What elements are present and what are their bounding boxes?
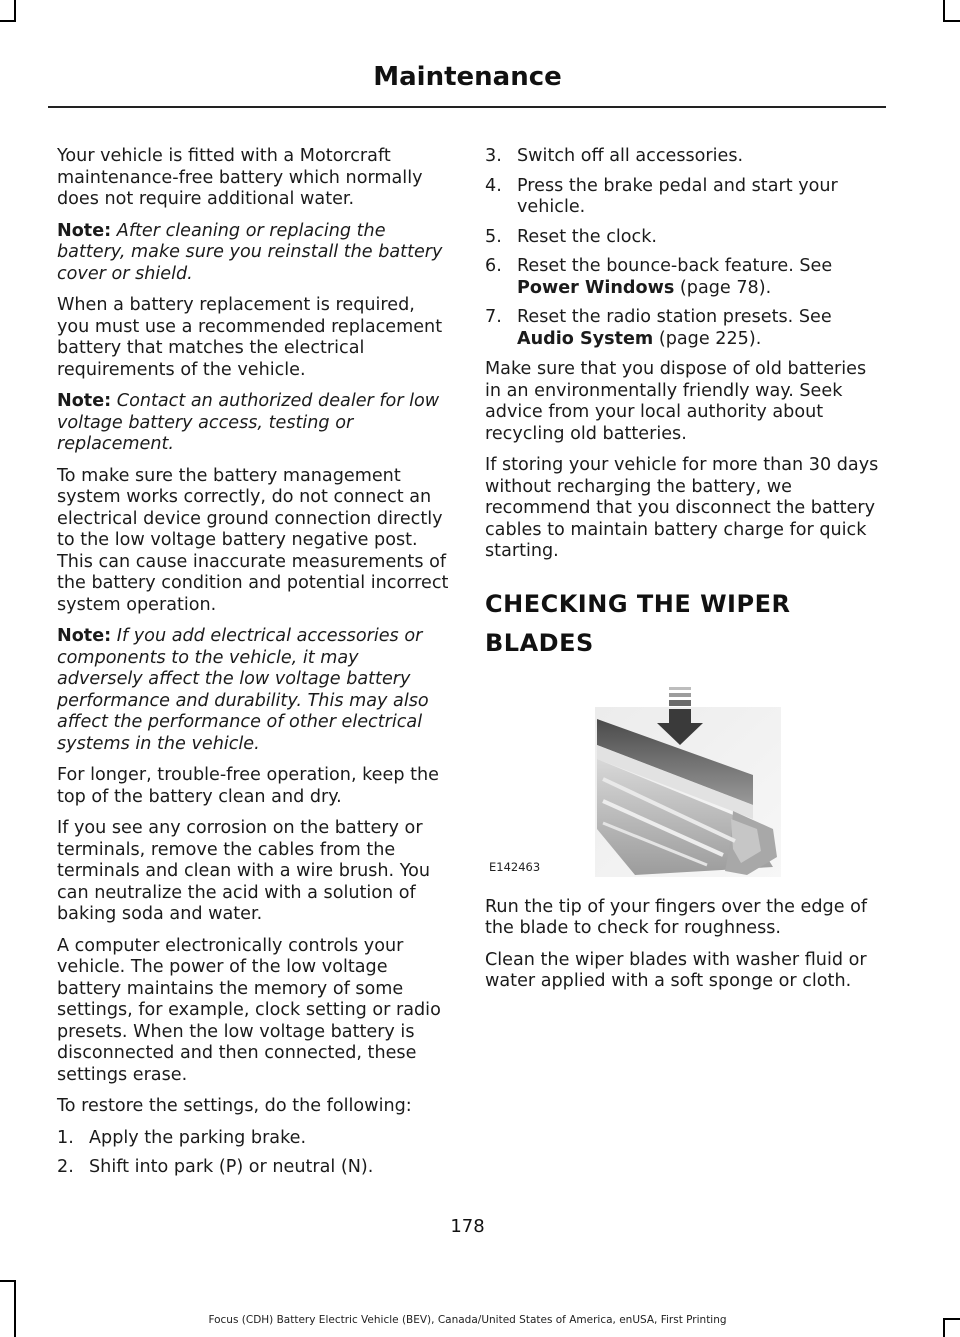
crop-mark	[943, 1318, 960, 1320]
step-text	[517, 256, 883, 299]
crop-mark	[943, 0, 945, 22]
step-text-lead: Reset the radio station presets. See	[517, 307, 832, 327]
paragraph: To make sure the battery management system works correctly, do not connect an electrical device ground connection directly to the low voltage battery negative post. This can cause inaccurate measurements of the battery condition and potential incorrect system operation.	[57, 465, 449, 615]
steps-list	[485, 146, 883, 350]
list-item	[485, 146, 883, 168]
list-item	[485, 176, 883, 219]
note-label: Note:	[57, 220, 112, 241]
page-title: Maintenance	[373, 62, 562, 92]
paragraph: Your vehicle is fitted with a Motorcraft maintenance-free battery which normally does not require additional water.	[57, 146, 423, 209]
step-text: Apply the parking brake.	[89, 1127, 307, 1148]
page-reference: (page 78).	[674, 277, 772, 298]
paragraph: To restore the settings, do the following:	[57, 1096, 412, 1116]
crop-mark	[943, 1318, 945, 1337]
left-column	[57, 146, 449, 1188]
step-text: Shift into park (P) or neutral (N).	[89, 1157, 374, 1177]
wiper-blade-illustration	[485, 679, 883, 879]
paragraph: A computer electronically controls your vehicle. The power of the low voltage battery maintains the memory of some settings, for example, clock setting or radio presets. When the low voltage battery is disconnected and then connected, these settings erase.	[57, 935, 441, 1085]
paragraph: When a battery replacement is required, you must use a recommended replacement battery that matches the electrical requirements of the vehicle.	[57, 295, 443, 380]
step-number: 1.	[57, 1127, 74, 1148]
cross-reference-link[interactable]: Power Windows	[517, 277, 675, 298]
note-text: If you add electrical accessories or components to the vehicle, it may adversely affect the low voltage battery performance and durability. This may also affect the performance of other electrical systems in the vehicle.	[57, 626, 429, 754]
note-text: After cleaning or replacing the battery, make sure you reinstall the battery cover or shield.	[57, 220, 443, 284]
crop-mark	[0, 1280, 16, 1282]
step-text-lead: Reset the bounce-back feature. See	[517, 256, 833, 276]
note	[57, 221, 449, 286]
footer-text: Focus (CDH) Battery Electric Vehicle (BEV), Canada/United States of America, enUSA, First Printing	[208, 1314, 727, 1326]
list-item	[485, 256, 883, 299]
section-heading	[485, 585, 883, 663]
list-item	[485, 307, 883, 350]
note-label: Note:	[57, 391, 112, 411]
step-number: 6.	[485, 256, 502, 276]
cross-reference-link[interactable]: Audio System	[517, 328, 654, 349]
note	[57, 626, 449, 755]
crop-mark	[0, 20, 16, 22]
paragraph: If you see any corrosion on the battery or terminals, remove the cables from the terminals and clean with a wire brush. You can neutralize the acid with a solution of baking soda and water.	[57, 818, 431, 924]
paragraph: Clean the wiper blades with washer fluid or water applied with a soft sponge or cloth.	[485, 949, 867, 991]
step-number: 2.	[57, 1157, 74, 1177]
list-item	[57, 1157, 449, 1179]
step-text	[517, 307, 883, 350]
step-number: 4.	[485, 175, 502, 196]
wiper-blade-figure	[485, 679, 883, 879]
paragraph: Make sure that you dispose of old batteries in an environmentally friendly way. Seek advice from your local authority about recycling old batteries.	[485, 359, 867, 444]
crop-mark	[943, 20, 960, 22]
step-text: Reset the clock.	[517, 226, 657, 247]
step-number: 3.	[485, 146, 502, 166]
list-item	[57, 1128, 449, 1150]
page-reference: (page 225).	[653, 328, 762, 349]
step-text: Press the brake pedal and start your vehicle.	[517, 175, 838, 217]
figure-code: E142463	[489, 859, 541, 874]
steps-list	[57, 1128, 449, 1179]
crop-mark	[14, 1280, 16, 1337]
step-number: 5.	[485, 226, 502, 247]
page-number: 178	[450, 1216, 485, 1237]
right-column	[485, 146, 883, 1003]
crop-mark	[14, 0, 16, 22]
heading-line: CHECKING THE WIPER	[485, 589, 791, 618]
header-divider	[48, 106, 886, 108]
note	[57, 391, 449, 456]
paragraph: If storing your vehicle for more than 30 days without recharging the battery, we recommend that you disconnect the battery cables to maintain battery charge for quick starting.	[485, 455, 879, 561]
heading-line: BLADES	[485, 628, 594, 657]
list-item	[485, 227, 883, 249]
step-number: 7.	[485, 307, 502, 327]
paragraph: Run the tip of your fingers over the edge of the blade to check for roughness.	[485, 896, 868, 938]
note-text: Contact an authorized dealer for low voltage battery access, testing or replacement.	[57, 391, 440, 454]
paragraph: For longer, trouble-free operation, keep the top of the battery clean and dry.	[57, 765, 439, 807]
step-text: Switch off all accessories.	[517, 146, 744, 166]
note-label: Note:	[57, 626, 112, 646]
